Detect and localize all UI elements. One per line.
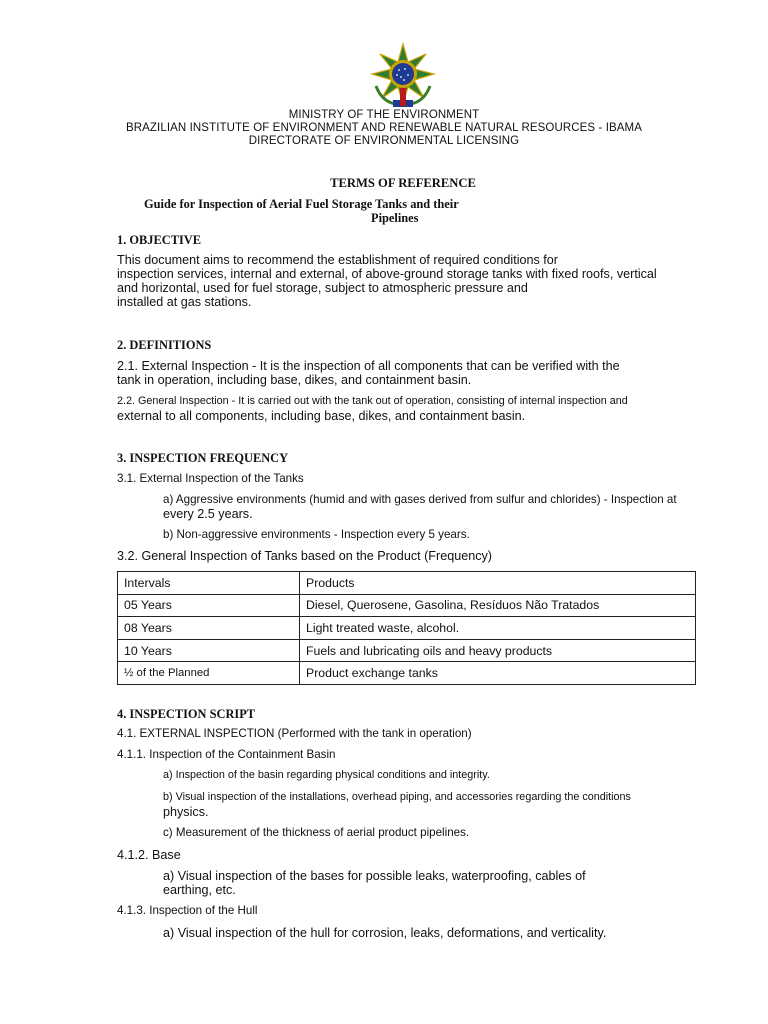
frequency-table — [117, 571, 696, 685]
table-cell-interval: 05 Years — [118, 594, 300, 617]
table-cell-interval: 08 Years — [118, 617, 300, 640]
table-cell-products: Product exchange tanks — [300, 662, 696, 685]
section-1-heading: 1. OBJECTIVE — [117, 233, 201, 247]
table-row — [118, 639, 696, 662]
doc-subtitle-line2: Pipelines — [371, 211, 419, 225]
table-row — [118, 617, 696, 640]
definition-general-line1: 2.2. General Inspection - It is carried out with the tank out of operation, consisting of internal inspection and — [117, 395, 628, 407]
table-cell-products: Diesel, Querosene, Gasolina, Resíduos Não Tratados — [300, 594, 696, 617]
table-cell-products: Fuels and lubricating oils and heavy products — [300, 639, 696, 662]
objective-line: This document aims to recommend the establishment of required conditions for — [117, 253, 558, 267]
table-cell-interval: ½ of the Planned — [118, 662, 300, 685]
subsection-4-1-1: 4.1.1. Inspection of the Containment Basin — [117, 748, 336, 761]
header-directorate: DIRECTORATE OF ENVIRONMENTAL LICENSING — [248, 135, 520, 147]
objective-line: inspection services, internal and external, of above-ground storage tanks with fixed roofs, vertical — [117, 267, 657, 281]
table-row — [118, 662, 696, 685]
subsection-4-1: 4.1. EXTERNAL INSPECTION (Performed with the tank in operation) — [117, 727, 472, 740]
section-2-heading: 2. DEFINITIONS — [117, 338, 212, 352]
doc-subtitle-line1: Guide for Inspection of Aerial Fuel Storage Tanks and their — [144, 197, 459, 211]
containment-item-c: c) Measurement of the thickness of aerial product pipelines. — [163, 826, 470, 839]
sword — [400, 88, 406, 106]
blue-globe — [392, 63, 414, 85]
table-cell-products: Light treated waste, alcohol. — [300, 617, 696, 640]
hull-item-a: a) Visual inspection of the hull for corrosion, leaks, deformations, and verticality. — [163, 926, 607, 940]
subsection-4-1-3: 4.1.3. Inspection of the Hull — [117, 904, 258, 917]
base-item-a-line2: earthing, etc. — [163, 883, 236, 897]
table-header-cell: Intervals — [118, 572, 300, 595]
objective-line: installed at gas stations. — [117, 295, 252, 309]
subsection-3-1: 3.1. External Inspection of the Tanks — [117, 472, 304, 485]
objective-line: and horizontal, used for fuel storage, subject to atmospheric pressure and — [117, 281, 528, 295]
definition-external-line1: 2.1. External Inspection - It is the inspection of all components that can be verified with the — [117, 359, 620, 373]
containment-item-b-line1: b) Visual inspection of the installations, overhead piping, and accessories regarding the conditions — [163, 791, 631, 803]
subsection-3-2: 3.2. General Inspection of Tanks based on the Product (Frequency) — [117, 549, 493, 563]
table-header-row — [118, 572, 696, 595]
header-institute: BRAZILIAN INSTITUTE OF ENVIRONMENT AND RENEWABLE NATURAL RESOURCES - IBAMA — [125, 122, 643, 134]
subsection-4-1-2: 4.1.2. Base — [117, 848, 181, 862]
table-header-cell: Products — [300, 572, 696, 595]
definition-general-line2: external to all components, including base, dikes, and containment basin. — [117, 409, 526, 423]
table-row — [118, 594, 696, 617]
table-cell-interval: 10 Years — [118, 639, 300, 662]
containment-item-b-line2: physics. — [163, 805, 209, 819]
definition-external-line2: tank in operation, including base, dikes, and containment basin. — [117, 373, 472, 387]
frequency-item-a-line1: a) Aggressive environments (humid and with gases derived from sulfur and chlorides) - Inspection at — [163, 493, 677, 506]
frequency-item-a-line2: every 2.5 years. — [163, 507, 253, 521]
coat-of-arms-emblem — [368, 42, 438, 112]
section-4-heading: 4. INSPECTION SCRIPT — [117, 707, 256, 721]
section-3-heading: 3. INSPECTION FREQUENCY — [117, 451, 289, 465]
frequency-item-b: b) Non-aggressive environments - Inspection every 5 years. — [163, 528, 470, 541]
doc-title: TERMS OF REFERENCE — [330, 176, 476, 190]
containment-item-a: a) Inspection of the basin regarding physical conditions and integrity. — [163, 769, 490, 781]
base-item-a-line1: a) Visual inspection of the bases for possible leaks, waterproofing, cables of — [163, 869, 586, 883]
header-ministry: MINISTRY OF THE ENVIRONMENT — [288, 109, 480, 121]
